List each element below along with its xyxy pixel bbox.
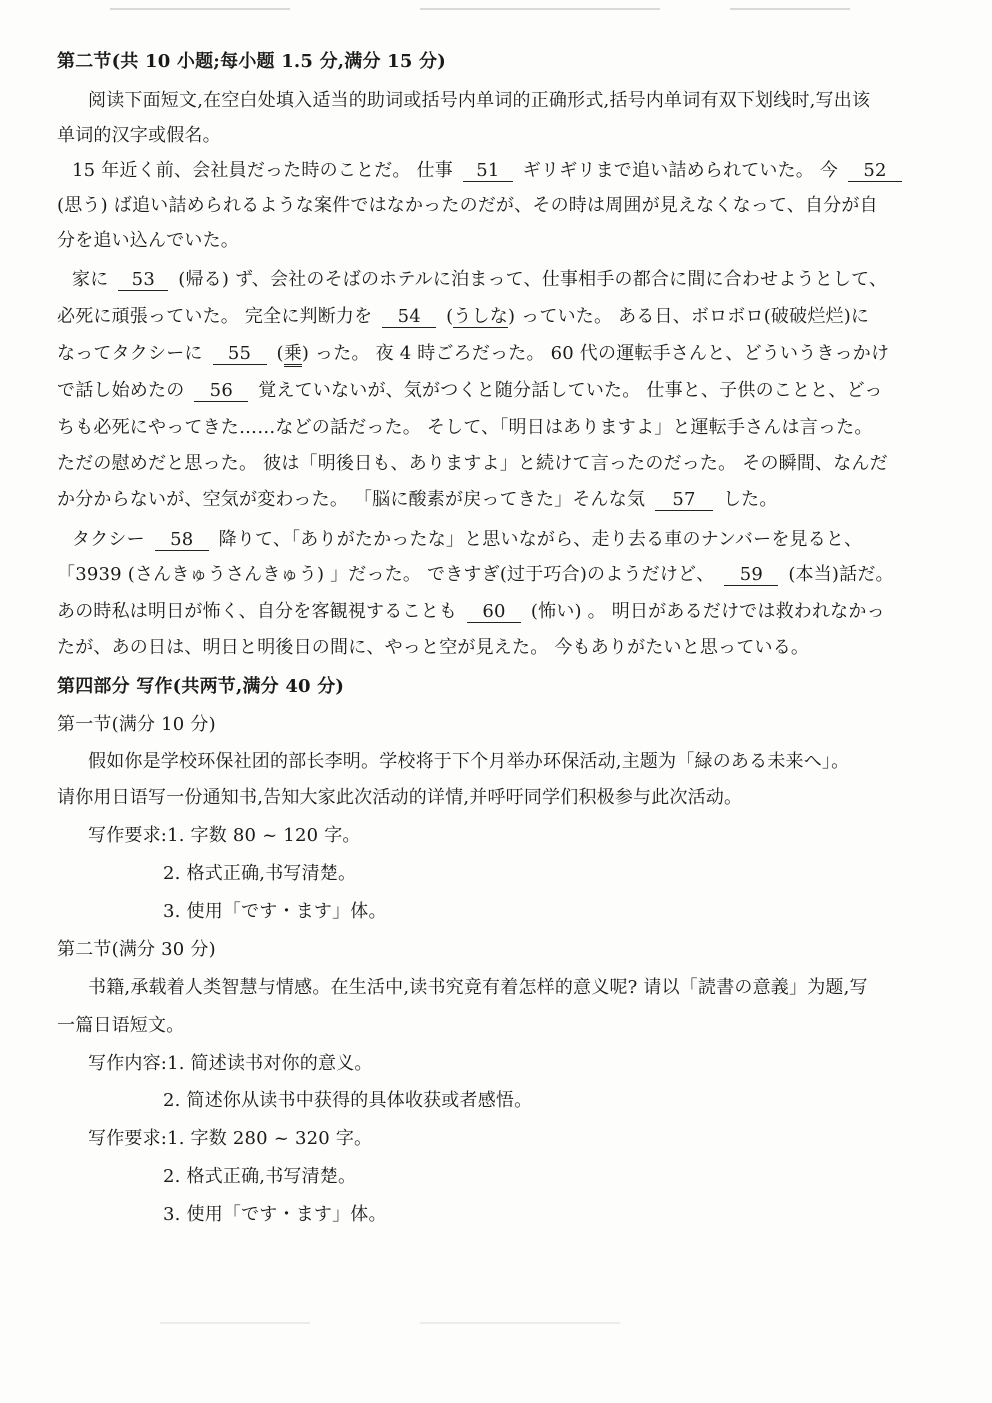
passage-line (57, 305, 869, 329)
passage-line: ちも必死にやってきた……などの話だった。 そして、「明日はありますよ」と運転手さんは言った。 (57, 417, 873, 438)
requirement-line: 3. 使用「です・ます」体。 (163, 901, 387, 922)
content-line: 写作内容:1. 简述读书对你的意义。 (88, 1053, 373, 1074)
passage-line: たが、あの日は、明日と明後日の間に、やっと空が見えた。 今もありがたいと思っている。 (57, 637, 810, 658)
passage-line: 分を追い込んでいた。 (57, 230, 239, 251)
scan-mark (110, 8, 290, 10)
content-line: 2. 简述你从读书中获得的具体收获或者感悟。 (163, 1090, 533, 1111)
requirement-line: 3. 使用「です・ます」体。 (163, 1204, 387, 1225)
section-heading: 第二节(满分 30 分) (57, 939, 216, 960)
passage-text: 15 年近く前、会社員だった時のことだ。 仕事 (72, 160, 453, 181)
double-underlined-word: 乗 (284, 343, 302, 367)
prompt-line: 一篇日语短文。 (57, 1015, 185, 1036)
scan-mark (160, 1322, 310, 1324)
section-heading: 第二节(共 10 小题;每小题 1.5 分,满分 15 分) (57, 51, 446, 72)
blank-54: 54 (382, 307, 436, 328)
passage-line (57, 563, 894, 587)
blank-59: 59 (724, 565, 778, 586)
scan-mark (420, 1322, 620, 1324)
part-heading: 第四部分 写作(共两节,满分 40 分) (57, 676, 345, 697)
instruction-line: 单词的汉字或假名。 (57, 125, 221, 146)
passage-text: (怖い) 。 明日があるだけでは救われなかっ (530, 601, 885, 622)
blank-57: 57 (655, 490, 713, 511)
requirement-line: 写作要求:1. 字数 80 ~ 120 字。 (88, 825, 361, 846)
prompt-line: 书籍,承载着人类智慧与情感。在生活中,读书究竟有着怎样的意义呢? 请以「読書の意義」为题,写 (88, 977, 868, 998)
passage-text: (帰る) ず、会社のそばのホテルに泊まって、仕事相手の都合に間に合わせようとして、 (178, 269, 888, 290)
passage-text: か分からないが、空気が変わった。 「脳に酸素が戻ってきた」そんな気 (57, 489, 646, 510)
passage-text: 家に (72, 269, 109, 290)
passage-text: (本当)話だ。 (788, 564, 894, 585)
passage-text: ギリギリまで追い詰められていた。 今 (522, 160, 839, 181)
passage-line (57, 379, 883, 403)
passage-line (57, 488, 778, 512)
passage-line (72, 528, 862, 552)
requirement-line: 写作要求:1. 字数 280 ~ 320 字。 (88, 1128, 373, 1149)
blank-58: 58 (155, 530, 209, 551)
passage-line (72, 268, 887, 292)
passage-text: なってタクシーに (57, 343, 203, 364)
blank-53: 53 (118, 270, 168, 291)
blank-56: 56 (194, 381, 248, 402)
passage-text: した。 (722, 489, 778, 510)
requirement-line: 2. 格式正确,书写清楚。 (163, 863, 357, 884)
blank-52: 52 (848, 161, 902, 182)
passage-line (72, 159, 906, 183)
blank-55: 55 (213, 344, 267, 365)
blank-60: 60 (467, 602, 521, 623)
prompt-line: 假如你是学校环保社团的部长李明。学校将于下个月举办环保活动,主题为「緑のある未来へ」。 (88, 751, 850, 772)
passage-text: った。 夜 4 時ごろだった。 60 代の運転手さんと、どういうきっかけ (315, 343, 890, 364)
scan-mark (420, 8, 660, 10)
passage-text: っていた。 ある日、ボロボロ(破破烂烂)に (521, 306, 870, 327)
passage-text: 覚えていないが、気がつくと随分話していた。 仕事と、子供のことと、どっ (258, 380, 883, 401)
passage-text: 「3939 (さんきゅうさんきゅう) 」だった。 できすぎ(过于巧合)のようだけど、 (57, 564, 715, 585)
passage-text: で話し始めたの (57, 380, 185, 401)
passage-text: タクシー (72, 529, 145, 550)
passage-line (57, 342, 889, 366)
passage-text: 必死に頑張っていた。 完全に判断力を (57, 306, 373, 327)
section-heading: 第一节(满分 10 分) (57, 714, 216, 735)
passage-line (57, 600, 885, 624)
passage-line: ただの慰めだと思った。 彼は「明後日も、ありますよ」と続けて言ったのだった。 その瞬間、なんだ (57, 453, 888, 474)
blank-51: 51 (463, 161, 513, 182)
passage-line: (思う) ば追い詰められるような案件ではなかったのだが、その時は周囲が見えなくなって、自分が自 (57, 195, 878, 216)
paren-word: (乗) (276, 343, 309, 367)
paren-word: (うしな) (446, 306, 516, 327)
requirement-line: 2. 格式正确,书写清楚。 (163, 1166, 357, 1187)
prompt-line: 请你用日语写一份通知书,告知大家此次活动的详情,并呼吁同学们积极参与此次活动。 (57, 787, 743, 808)
instruction-line: 阅读下面短文,在空白处填入适当的助词或括号内单词的正确形式,括号内单词有双下划线时,写出该 (88, 90, 871, 111)
underlined-word: うしな (453, 306, 509, 327)
scan-mark (730, 8, 850, 10)
passage-text: あの時私は明日が怖く、自分を客観視することも (57, 601, 458, 622)
passage-text: 降りて、「ありがたかったな」と思いながら、走り去る車のナンバーを見ると、 (218, 529, 863, 550)
